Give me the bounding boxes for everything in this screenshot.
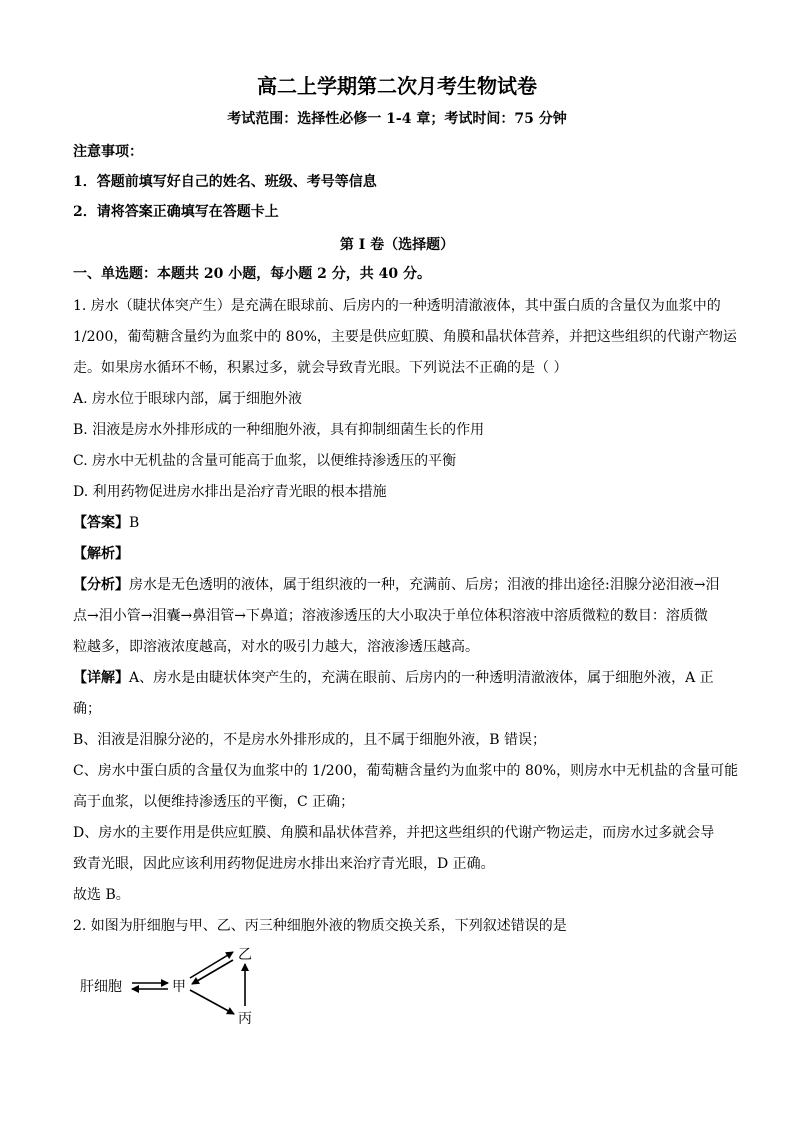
q1-xiangjie-line-1 [73, 668, 714, 688]
xiangjie-text-1: A、房水是由睫状体突产生的，充满在眼前、后房内的一种透明清澈液体，属于细胞外液，A 正 [129, 670, 714, 686]
q1-conclusion: 故选 B。 [73, 887, 130, 903]
exchange-diagram [70, 940, 290, 1030]
q1-option-d: D. 利用药物促进房水排出是治疗青光眼的根本措施 [73, 484, 387, 500]
q1-option-b: B. 泪液是房水外排形成的一种细胞外液，具有抑制细菌生长的作用 [73, 422, 485, 438]
q1-fenxi-line-1 [73, 575, 719, 595]
arrow-jia-to-yi [190, 952, 233, 978]
answer-value: B [129, 515, 140, 531]
q1-analysis-tag [73, 544, 129, 564]
q1-stem-line-3: 走。如果房水循环不畅，积累过多，就会导致青光眼。下列说法不正确的是（ ） [73, 360, 568, 376]
notice-heading: 注意事项： [73, 144, 143, 160]
analysis-tag: 【解析】 [73, 546, 129, 562]
q1-xiangjie-line-6: D、房水的主要作用是供应虹膜、角膜和晶状体营养，并把这些组织的代谢产物运走，而房水过多就会导 [73, 825, 715, 841]
q1-xiangjie-line-2: 确； [73, 701, 101, 717]
fenxi-tag: 【分析】 [73, 577, 129, 593]
yi-label: 乙 [238, 947, 252, 963]
jia-label: 甲 [172, 979, 186, 995]
section-title: 第 I 卷（选择题） [339, 237, 455, 253]
q2-stem: 2. 如图为肝细胞与甲、乙、丙三种细胞外液的物质交换关系，下列叙述错误的是 [73, 918, 567, 934]
q1-xiangjie-line-4: C、房水中蛋白质的含量仅为血浆中的 1/200，葡萄糖含量约为血浆中的 80%，则房水中无机盐的含量可能 [73, 763, 739, 779]
q1-option-a: A. 房水位于眼球内部，属于细胞外液 [73, 391, 303, 407]
q1-stem-line-2: 1/200，葡萄糖含量约为血浆中的 80%，主要是供应虹膜、角膜和晶状体营养，并把这些组织的代谢产物运 [73, 329, 737, 345]
answer-tag: 【答案】 [73, 515, 129, 531]
exam-scope: 考试范围：选择性必修一 1-4 章；考试时间：75 分钟 [227, 111, 567, 127]
q1-stem-line-1: 1. 房水（睫状体突产生）是充满在眼球前、后房内的一种透明清澈液体，其中蛋白质的含量仅为血浆中的 [73, 298, 721, 314]
notice-item-2: 2．请将答案正确填写在答题卡上 [73, 204, 279, 220]
q1-xiangjie-line-3: B、泪液是泪腺分泌的，不是房水外排形成的，且不属于细胞外液，B 错误； [73, 732, 547, 748]
q1-option-c: C. 房水中无机盐的含量可能高于血浆，以便维持渗透压的平衡 [73, 453, 457, 469]
q1-answer [73, 513, 139, 533]
fenxi-text-1: 房水是无色透明的液体，属于组织液的一种，充满前、后房；泪液的排出途径:泪腺分泌泪液→泪 [129, 577, 720, 593]
q1-xiangjie-line-5: 高于血浆，以便维持渗透压的平衡，C 正确； [73, 794, 355, 810]
liver-cell-label: 肝细胞 [80, 979, 122, 995]
q1-fenxi-line-3: 粒越多，即溶液浓度越高，对水的吸引力越大，溶液渗透压越高。 [73, 639, 479, 655]
page-title: 高二上学期第二次月考生物试卷 [257, 74, 537, 98]
q1-xiangjie-line-7: 致青光眼，因此应该利用药物促进房水排出来治疗青光眼，D 正确。 [73, 856, 495, 872]
xiangjie-tag: 【详解】 [73, 670, 129, 686]
notice-item-1: 1．答题前填写好自己的姓名、班级、考号等信息 [73, 174, 377, 190]
arrow-jia-to-bing [190, 990, 234, 1014]
bing-label: 丙 [238, 1011, 252, 1027]
part-heading: 一、单选题：本题共 20 小题，每小题 2 分，共 40 分。 [73, 266, 431, 282]
q1-fenxi-line-2: 点→泪小管→泪囊→鼻泪管→下鼻道；溶液渗透压的大小取决于单位体积溶液中溶质微粒的数目：溶质微 [73, 608, 708, 624]
